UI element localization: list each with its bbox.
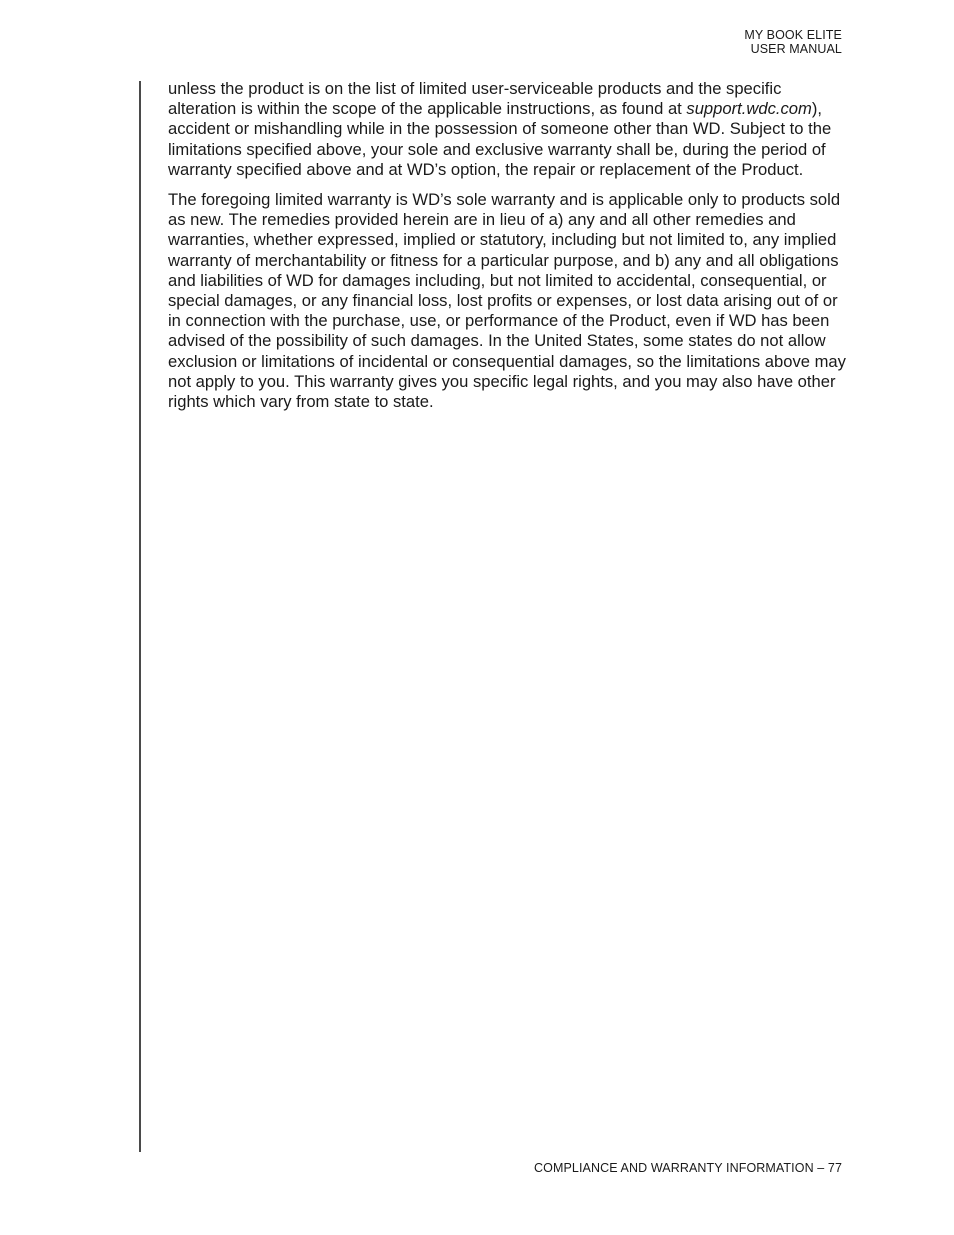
support-link[interactable]: support.wdc.com (686, 99, 812, 119)
header-title-line2: USER MANUAL (750, 42, 842, 56)
paragraph-warranty-scope-tail: ), accident or mishandling while in the possession of someone other than WD. Subject to the limitations specified above, your sole and exclusive warranty shall be, during the period of warranty specified above and at WD’s option, the repair or replacement of the Product. (168, 99, 832, 179)
running-footer: COMPLIANCE AND WARRANTY INFORMATION – 77 (534, 1161, 842, 1175)
margin-rule (139, 81, 141, 1152)
body-text (168, 79, 848, 422)
paragraph-warranty-scope-lead: unless the product is on the list of limited user-serviceable products and the specific alteration is within the scope of the applicable instructions, as found at (168, 79, 782, 119)
header-title-line1: MY BOOK ELITE (744, 28, 842, 42)
running-header (744, 28, 842, 56)
paragraph-warranty-scope (168, 79, 848, 180)
paragraph-warranty-limitations: The foregoing limited warranty is WD’s sole warranty and is applicable only to products sold as new. The remedies provided herein are in lieu of a) any and all other remedies and warranties, whether expressed, implied or statutory, including but not limited to, any implied warranty of merchantability or fitness for a particular purpose, and b) any and all obligations and liabilities of WD for damages including, but not limited to accidental, consequential, or special damages, or any financial loss, lost profits or expenses, or lost data arising out of or in connection with the purchase, use, or performance of the Product, even if WD has been advised of the possibility of such damages. In the United States, some states do not allow exclusion or limitations of incidental or consequential damages, so the limitations above may not apply to you. This warranty gives you specific legal rights, and you may also have other rights which vary from state to state. (168, 190, 846, 412)
